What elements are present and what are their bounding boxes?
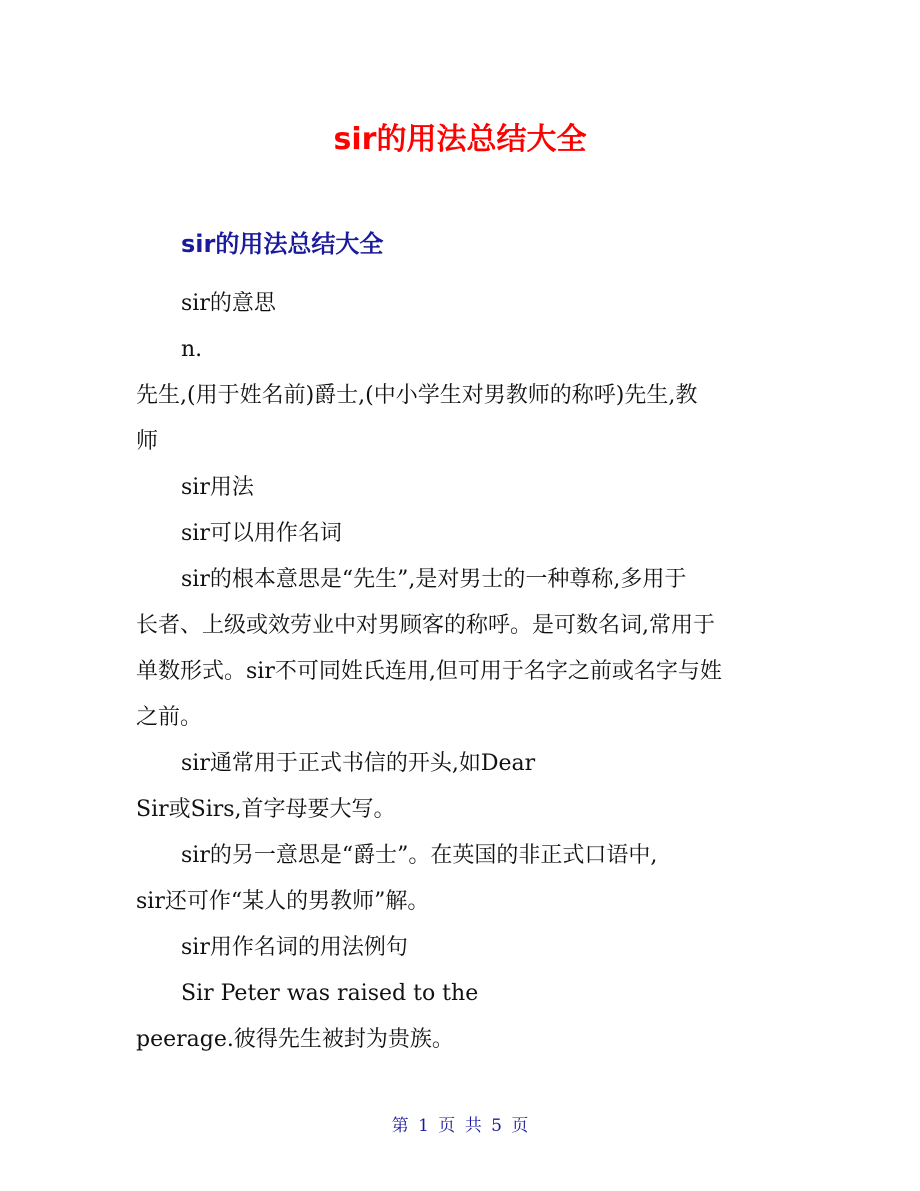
body-line: sir可以用作名词 xyxy=(181,521,342,546)
document-title: sir的用法总结大全 xyxy=(333,122,587,157)
section-heading: sir的用法总结大全 xyxy=(181,230,384,258)
body-line: 之前。 xyxy=(136,705,203,730)
body-line: sir的另一意思是“爵士”。在英国的非正式口语中, xyxy=(181,843,658,868)
body-line: Sir或Sirs,首字母要大写。 xyxy=(136,797,396,822)
body-line: Sir Peter was raised to the xyxy=(181,981,479,1006)
page-footer: 第 1 页 共 5 页 xyxy=(391,1116,529,1136)
body-line: sir用法 xyxy=(181,475,254,500)
body-line: 长者、上级或效劳业中对男顾客的称呼。是可数名词,常用于 xyxy=(136,613,715,638)
body-line: sir通常用于正式书信的开头,如Dear xyxy=(181,751,536,776)
document-body xyxy=(136,281,792,1063)
body-line: 单数形式。sir不可同姓氏连用,但可用于名字之前或名字与姓 xyxy=(136,659,722,684)
body-line: n. xyxy=(181,337,203,362)
body-line: peerage.彼得先生被封为贵族。 xyxy=(136,1027,454,1052)
body-line: sir的根本意思是“先生”,是对男士的一种尊称,多用于 xyxy=(181,567,687,592)
body-line: sir的意思 xyxy=(181,291,276,316)
body-line: sir用作名词的用法例句 xyxy=(181,935,408,960)
body-line: sir还可作“某人的男教师”解。 xyxy=(136,889,430,914)
body-line: 先生,(用于姓名前)爵士,(中小学生对男教师的称呼)先生,教 xyxy=(136,383,698,408)
body-line: 师 xyxy=(136,429,159,454)
